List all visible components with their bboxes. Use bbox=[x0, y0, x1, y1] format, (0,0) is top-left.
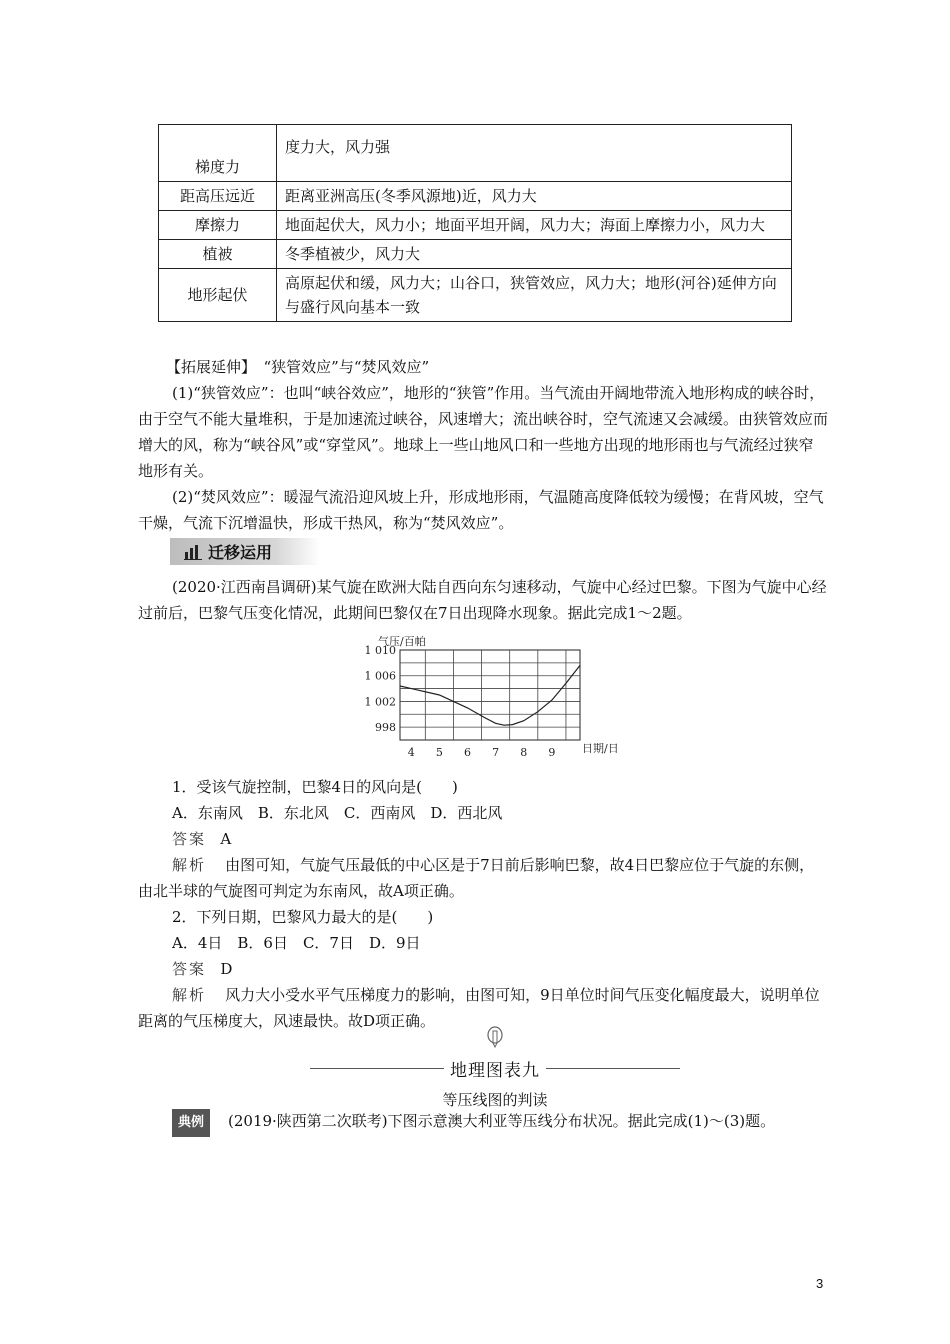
q2-answer bbox=[138, 956, 828, 982]
desc-cell: 度力大，风力强 bbox=[277, 125, 792, 182]
x-tick-label: 9 bbox=[548, 746, 556, 759]
y-tick-label: 1 002 bbox=[364, 695, 396, 709]
intro-text bbox=[138, 574, 828, 626]
answer-value: A bbox=[220, 830, 232, 848]
x-tick-label: 4 bbox=[407, 746, 415, 759]
x-tick-label: 5 bbox=[435, 746, 443, 759]
extension-paragraph-1: (1)“狭管效应”：也叫“峡谷效应”，地形的“狭管”作用。当气流由开阔地带流入地形构成的峡谷时，由于空气不能大量堆积，于是加速流过峡谷，风速增大；流出峡谷时，空气流速又会减缓。由狭管效应而增大的风，称为“峡谷风”或“穿堂风”。地球上一些山地风口和一些地方出现的地形雨也与气流经过狭窄地形有关。 bbox=[138, 384, 829, 480]
q1-analysis bbox=[138, 852, 828, 904]
intro-paragraph: (2020·江西南昌调研)某气旋在欧洲大陆自西向东匀速移动，气旋中心经过巴黎。下图为气旋中心经过前后，巴黎气压变化情况，此期间巴黎仅在7日出现降水现象。据此完成1～2题。 bbox=[138, 578, 827, 622]
example bbox=[138, 1108, 828, 1137]
analysis-text: 风力大小受水平气压梯度力的影响，由图可知，9日单位时间气压变化幅度最大，说明单位距离的气压梯度大，风速最快。故D项正确。 bbox=[138, 986, 820, 1030]
plot-frame bbox=[400, 650, 580, 740]
desc-cell: 距离亚洲高压(冬季风源地)近，风力大 bbox=[277, 182, 792, 211]
factor-cell: 摩擦力 bbox=[159, 211, 277, 240]
y-tick-labels bbox=[365, 644, 397, 734]
q2-stem: 2．下列日期，巴黎风力最大的是( ) bbox=[172, 908, 434, 926]
example-text: (2019·陕西第二次联考)下图示意澳大利亚等压线分布状况。据此完成(1)～(3)题。 bbox=[228, 1112, 776, 1130]
analysis-label: 解析 bbox=[172, 986, 207, 1004]
desc-cell: 冬季植被少，风力大 bbox=[277, 240, 792, 269]
extension-heading: 【拓展延伸】 “狭管效应”与“焚风效应” bbox=[166, 358, 430, 376]
q1-options: A．东南风 B．东北风 C．西南风 D．西北风 bbox=[172, 804, 503, 822]
y-tick-label: 998 bbox=[375, 721, 396, 735]
table-row bbox=[159, 211, 792, 240]
x-tick-labels bbox=[408, 746, 556, 759]
factor-cell: 梯度力 bbox=[159, 125, 277, 182]
desc-cell: 高原起伏和缓，风力大；山谷口，狭管效应，风力大；地形(河谷)延伸方向与盛行风向基本一致 bbox=[277, 269, 792, 322]
q2-options: A．4日 B．6日 C．7日 D．9日 bbox=[172, 934, 421, 952]
x-tick-label: 8 bbox=[520, 746, 528, 759]
y-tick-label: 1 010 bbox=[364, 644, 396, 657]
answer-label: 答案 bbox=[172, 960, 207, 978]
section-heading bbox=[310, 1026, 680, 1110]
banner-label: 迁移运用 bbox=[208, 543, 273, 562]
pressure-line bbox=[400, 665, 580, 725]
example-paragraph bbox=[138, 1108, 828, 1137]
questions bbox=[138, 774, 828, 1034]
section-title: 地理图表九 bbox=[450, 1061, 540, 1081]
factor-cell: 地形起伏 bbox=[159, 269, 277, 322]
analysis-label: 解析 bbox=[172, 856, 207, 874]
answer-value: D bbox=[220, 960, 233, 978]
y-tick-label: 1 006 bbox=[364, 669, 396, 683]
bar-chart-icon bbox=[184, 544, 202, 560]
desc-cell: 地面起伏大，风力小；地面平坦开阔，风力大；海面上摩擦力小，风力大 bbox=[277, 211, 792, 240]
table-row bbox=[159, 269, 792, 322]
pushpin-icon bbox=[485, 1026, 505, 1048]
example-tag: 典例 bbox=[172, 1109, 210, 1137]
analysis-text: 由图可知，气旋气压最低的中心区是于7日前后影响巴黎，故4日巴黎应位于气旋的东侧，由北半球的气旋图可判定为东南风，故A项正确。 bbox=[138, 856, 815, 900]
pressure-chart bbox=[360, 636, 660, 766]
table-row bbox=[159, 125, 792, 182]
factor-cell: 距高压远近 bbox=[159, 182, 277, 211]
table-row bbox=[159, 182, 792, 211]
page-number: 3 bbox=[816, 1276, 824, 1291]
q1-answer bbox=[138, 826, 828, 852]
q1-stem: 1．受该气旋控制，巴黎4日的风向是( ) bbox=[172, 778, 458, 796]
table-row bbox=[159, 240, 792, 269]
section-subtitle: 等压线图的判读 bbox=[442, 1091, 548, 1109]
wind-factors-table bbox=[158, 124, 792, 322]
x-tick-label: 7 bbox=[492, 746, 500, 759]
answer-label: 答案 bbox=[172, 830, 207, 848]
factor-cell: 植被 bbox=[159, 240, 277, 269]
chart-grid bbox=[400, 650, 580, 740]
x-tick-label: 6 bbox=[464, 746, 471, 759]
x-axis-label: 日期/日 bbox=[582, 742, 619, 755]
extension-paragraph-2: (2)“焚风效应”：暖湿气流沿迎风坡上升，形成地形雨，气温随高度降低较为缓慢；在背风坡，空气干燥，气流下沉增温快，形成干热风，称为“焚风效应”。 bbox=[138, 488, 824, 532]
practice-banner bbox=[170, 538, 320, 565]
extension-section bbox=[138, 354, 828, 536]
y-axis-label: 气压/百帕 bbox=[378, 636, 426, 648]
